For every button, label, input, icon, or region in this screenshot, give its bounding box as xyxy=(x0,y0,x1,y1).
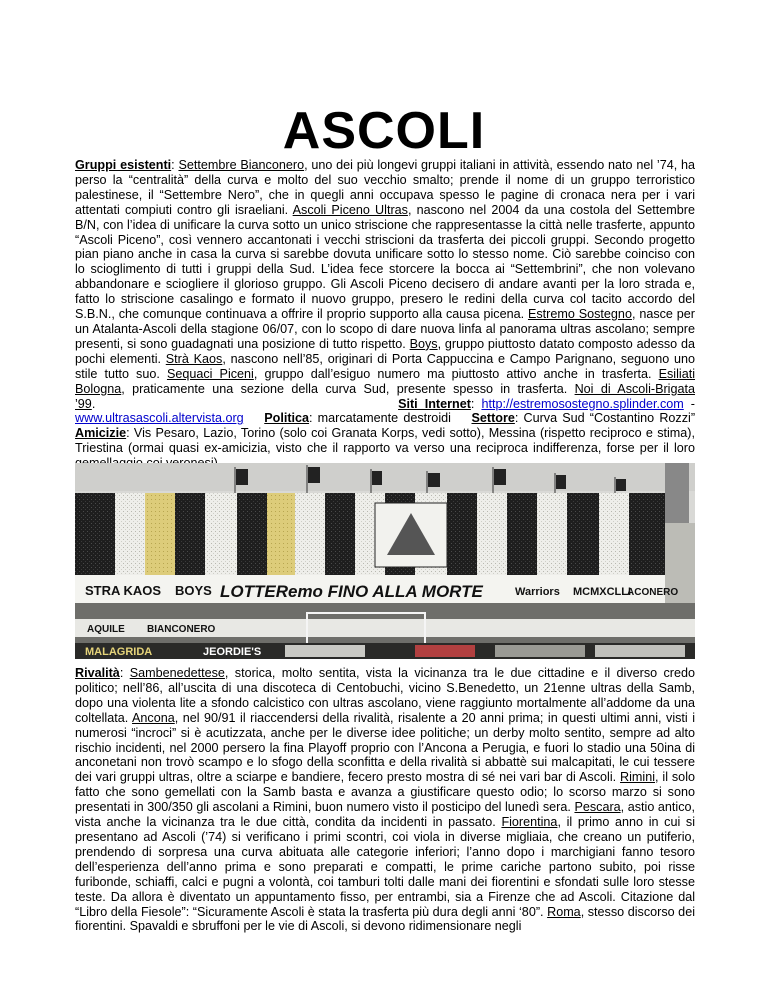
label-gruppi: Gruppi esistenti xyxy=(75,158,172,172)
politica-text: : marcatamente destroidi xyxy=(309,411,451,426)
svg-text:BOYS: BOYS xyxy=(175,583,212,598)
rival-name: Ancona xyxy=(132,710,175,725)
group-name: Ascoli Piceno Ultras xyxy=(292,202,408,217)
amicizie-text: : Vis Pesaro, Lazio, Torino (solo coi Granata Korps, vedi sotto), Messina (rispetto reciproco e stima), Triestina (ormai quasi ex-amicizia, visto che il rapporto va verso una reciproca indifferenza, forse per il loro xyxy=(75,426,695,456)
label-settore: Settore xyxy=(471,411,515,426)
group-name: Strà Kaos xyxy=(165,351,223,366)
rival-text: , storica, molto sentita, vista la vicinanza tra le due cittadine e il diverso credo politico; nell’86, all’uscita di una discoteca di Centobuchi, vicino S.Benedetto, un 21enne ultras della Samb, dopo una violenta lite a sfondo calcistico con ultras ascolano, viene raggiunto mortalmente all’addome da una coltellata. xyxy=(75,666,695,725)
svg-text:AQUILE: AQUILE xyxy=(87,624,125,635)
group-name: Settembre Bianconero xyxy=(178,158,305,172)
rival-name: Sambenedettese xyxy=(129,666,225,680)
rival-name: Fiorentina xyxy=(501,815,558,830)
rival-text: , nel 90/91 il riaccendersi della rivalità, risalente a 20 anni prima; in questi ultimi anni, visti i numerosi “incroci” si è acutizzata, anche per le diverse idee politiche; un derby molto sentito, sempre ad alto rischio incidenti, nel 2000 persero la fina Playoff proprio con l’Ancona a Perugia, e fuori lo stadio una 50ina di anconetani non trovò scampo e lo sfogo della sconfitta e della rivalità si abbattè sui malcapitati, le cui tessere dei vari gruppi ultras, oltre a sciarpe e bandiere, fecero presto mostra di sé nei vari bar di Ascoli. xyxy=(75,710,695,785)
page-title: ASCOLI xyxy=(282,102,486,160)
group-text: , praticamente una sezione della curva Sud, presente spesso in trasferta. xyxy=(121,381,575,396)
svg-text:BIANCONERO: BIANCONERO xyxy=(147,624,216,635)
group-name: Estremo Sostegno xyxy=(527,307,632,322)
paragraph-rivalita: Rivalità: Sambenedettese, storica, molto sentita, vista la vicinanza tra le due cittadine e il diverso credo politico; nell’86, all’uscita di una discoteca di Centobuchi, vicino S.Benedetto, un 21enne ultras della Samb, dopo una violenta lite a sfondo calcistico con ultras ascolano, viene raggiunto mortalmente all’addome da una coltellata. Ancona, nel 90/91 il riaccendersi della rivalità, risalente a 20 anni prima; in questi ultimi anni, visti i numerosi “incroci” si è acutizzata, anche per le diverse idee politiche; un derby molto sentito, sempre ad alto rischio incidenti, nel 2000 persero la fina Playoff proprio con l’Ancona a Perugia, e fuori lo stadio una 50ina di anconetani non trovò scampo e lo sfogo della sconfitta e della rivalità si abbattè sui malcapitati, le cui tessere dei vari gruppi ultras, oltre a sciarpe e bandiere, fecero presto mostra di sé nei vari bar di Ascoli. Rimini, il solo fatto che sono gemellati con la Samb basta e avanza a giustificare questo odio; lo scorso marzo si sono presentati in 300/350 gli ascolani a Rimini, buon numero visto il posticipo del lunedì sera. Pescara, astio antico, vista anche la vicinanza tra le due città, condita da incidenti in passato. Fiorentina, il primo anno in cui si presentano ad Ascoli (’74) si verificano i primi scontri, coi viola in diverse migliaia, che creano un putiferio, prendendo di sorpresa una curva abituata alle categorie inferiori; l’anno dopo i marchigiani fanno tesoro dell’esperienza dell’anno prima e sono preparati e compatti, le prime cariche partono subito, poi risse furibonde, schiaffi, calci e pugni a volontà, coi tamburi tolti dalle mani dei fiorentini e sfondati sulle loro stesse teste. Da allora è diventato un appuntamento fisso, per entrambi, sia a Firenze che ad Ascoli. Citazione dal “Libro della Fiesole”: “Sicuramente Ascoli è stata la trasferta più dura degli anni ‘80”. Roma, stesso discorso dei fiorentini. Spavaldi e sbruffoni per le vie di Ascoli, si devono ridimensionare negli xyxy=(75,666,696,934)
label-politica: Politica xyxy=(264,411,310,426)
svg-text:ACONERO: ACONERO xyxy=(627,587,679,598)
group-name: Esiliati Bologna xyxy=(75,366,696,396)
label-siti: Siti Internet xyxy=(398,396,471,411)
group-text: . xyxy=(91,396,96,411)
group-text: , nascono nell’85, originari di Porta Cappuccina e Campo Parignano, seguono uno stile tutto suo. xyxy=(75,351,695,381)
svg-text:Warriors: Warriors xyxy=(515,586,560,598)
rival-text: , stesso discorso dei fiorentini. Spavaldi e sbruffoni per le vie di Ascoli, si devono ridimensionare negli xyxy=(75,904,695,934)
svg-text:JEORDIE'S: JEORDIE'S xyxy=(203,646,262,658)
separator: : xyxy=(470,396,482,411)
group-text: , uno dei più longevi gruppi italiani in attività, essendo nato nel ’74, ha perso la “centralità” della curva e molto del suo vecchio smalto; prende il nome di un gruppo terroristico palestinese, il “Settembre Nero”, che in quegli anni occupava spesso le pagine di cronaca nera per i vari attentati compiuti contro gli israeliani. xyxy=(75,158,696,217)
group-name: Sequaci Piceni xyxy=(166,366,254,381)
stadium-photo xyxy=(75,463,695,659)
rival-text: , il primo anno in cui si presentano ad Ascoli (’74) si verificano i primi scontri, coi viola in diverse migliaia, che creano un putiferio, prendendo di sorpresa una curva abituata alle categorie inferiori; l’anno dopo i marchigiani fanno tesoro dell’esperienza dell’anno prima e sono preparati e compatti, le prime cariche partono subito, poi risse furibonde, schiaffi, calci e pugni a volontà, coi tamburi tolti dalle mani dei fiorentini e sfondati sulle loro stesse teste. Da allora è diventato un appuntamento fisso, per entrambi, sia a Firenze che ad Ascoli. Citazione dal “Libro della Fiesole”: “Sicuramente Ascoli è stata la trasferta più dura degli anni ‘80”. xyxy=(75,815,696,919)
rival-name: Rimini xyxy=(620,770,656,785)
label-rivalita: Rivalità xyxy=(75,666,120,680)
svg-text:LOTTERemo FINO ALLA MORTE: LOTTERemo FINO ALLA MORTE xyxy=(220,582,483,601)
rival-name: Pescara xyxy=(574,800,621,815)
separator: - xyxy=(683,396,696,411)
group-text: , nascono nel 2004 da una costola del Settembre B/N, con l’idea di unificare la curva sotto un unico striscione che rappresentasse la città nelle trasferte, appunto “Ascoli Piceno”, così vennero accantonati i vecchi striscioni da trasferta dei piccoli gruppi. Secondo progetto pian piano anche in casa la curva si sarebbe dovuta unificare sotto lo stesso nome. Ciò sarebbe coinciso con lo scioglimento di tutti i gruppi della Sud. L’idea fece storcere la bocca ai “Settembrini”, che non volevano abbandonare e sciogliere il glorioso gruppo. Gli Ascoli Piceno decisero di andare avanti per la loro strada e, fatto lo striscione casalingo e formato il nuovo gruppo, presero le redini della curva col tacito accordo del S.B.N., che comunque continuava a offrire il proprio supporto alla causa picena. xyxy=(75,202,695,322)
link-ultrasascoli[interactable]: www.ultrasascoli.altervista.org xyxy=(75,411,244,426)
label-amicizie: Amicizie xyxy=(75,426,127,441)
group-name: Noi di Ascoli-Brigata ’99 xyxy=(75,381,695,411)
svg-text:MCMXCLLI: MCMXCLLI xyxy=(573,586,632,598)
paragraph-gruppi: Gruppi esistenti: Settembre Bianconero, uno dei più longevi gruppi italiani in attività, essendo nato nel ’74, ha perso la “centralità” della curva e molto del suo vecchio smalto; prende il nome di un gruppo terroristico palestinese, il “Settembre Nero”, che in quegli anni occupava spesso le pagine di cronaca nera per i vari attentati compiuti contro gli israeliani. Ascoli Piceno Ultras, nascono nel 2004 da una costola del Settembre B/N, con l’idea di unificare la curva sotto un unico striscione che rappresentasse la città nelle trasferte, appunto “Ascoli Piceno”, così vennero accantonati i vecchi striscioni da trasferta dei piccoli gruppi. Secondo progetto pian piano anche in casa la curva si sarebbe dovuta unificare sotto lo stesso nome. Ciò sarebbe coinciso con lo scioglimento di tutti i gruppi della Sud. L’idea fece storcere la bocca ai “Settembrini”, che non volevano abbandonare e sciogliere il glorioso gruppo. Gli Ascoli Piceno decisero di andare avanti per la loro strada e, fatto lo striscione casalingo e formato il nuovo gruppo, presero le redini della curva col tacito accordo del S.B.N., che comunque continuava a offrire il proprio supporto alla causa picena. Estremo Sostegno, nasce per un Atalanta-Ascoli della stagione 06/07, con lo scopo di dare nuova linfa al panorama ultras ascolano; sempre presenti, si sono guadagnati una posizione di tutto rispetto. Boys, gruppo piuttosto datato composto adesso da pochi elementi. Strà Kaos, nascono nell’85, originari di Porta Cappuccina e Campo Parignano, seguono uno stile tutto suo. Sequaci Piceni, gruppo dall’esiguo numero ma piuttosto attivo anche in trasferta. Esiliati Bologna, praticamente una sezione della curva Sud, presente spesso in trasferta. Noi di Ascoli-Brigata ’99. Siti Internet: http://estremosostegno.splinder.com - www.ultrasascoli.altervista.org Politica: marcatamente destroidi Settore: Curva Sud “Costantino Rozzi” Amicizie: Vis Pesaro, Lazio, Torino (solo coi Granata Korps, vedi sotto), Messina (rispetto reciproco e stima), Triestina (ormai quasi ex-amicizia, visto che il rapporto va verso una reciproca indifferenza, forse per il loro xyxy=(75,158,695,471)
rival-text: , astio antico, vista anche la vicinanza tra le due città, condita da incidenti in passato. xyxy=(75,800,695,830)
group-text: , gruppo dall’esiguo numero ma piuttosto attivo anche in trasferta. xyxy=(253,366,659,381)
link-estremosostegno[interactable]: http://estremosostegno.splinder.com xyxy=(481,396,684,411)
group-name: Boys xyxy=(409,336,438,351)
stadium-choreography-image xyxy=(75,463,695,659)
rival-name: Roma xyxy=(547,904,581,919)
group-text: , gruppo piuttosto datato composto adesso da pochi elementi. xyxy=(75,336,695,366)
svg-text:MALAGRIDA: MALAGRIDA xyxy=(85,646,153,658)
svg-text:STRA KAOS: STRA KAOS xyxy=(85,583,162,598)
rival-text: , il solo fatto che sono gemellati con la Samb basta e avanza a giustificare questo odio; lo scorso marzo si sono presentati in 300/350 gli ascolani a Rimini, buon numero visto il posticipo del lunedì sera. xyxy=(75,770,695,815)
settore-text: : Curva Sud “Costantino Rozzi” xyxy=(514,411,696,426)
group-text: , nasce per un Atalanta-Ascoli della stagione 06/07, con lo scopo di dare nuova linfa al panorama ultras ascolano; sempre presenti, si sono guadagnati una posizione di tutto rispetto. xyxy=(75,307,695,351)
